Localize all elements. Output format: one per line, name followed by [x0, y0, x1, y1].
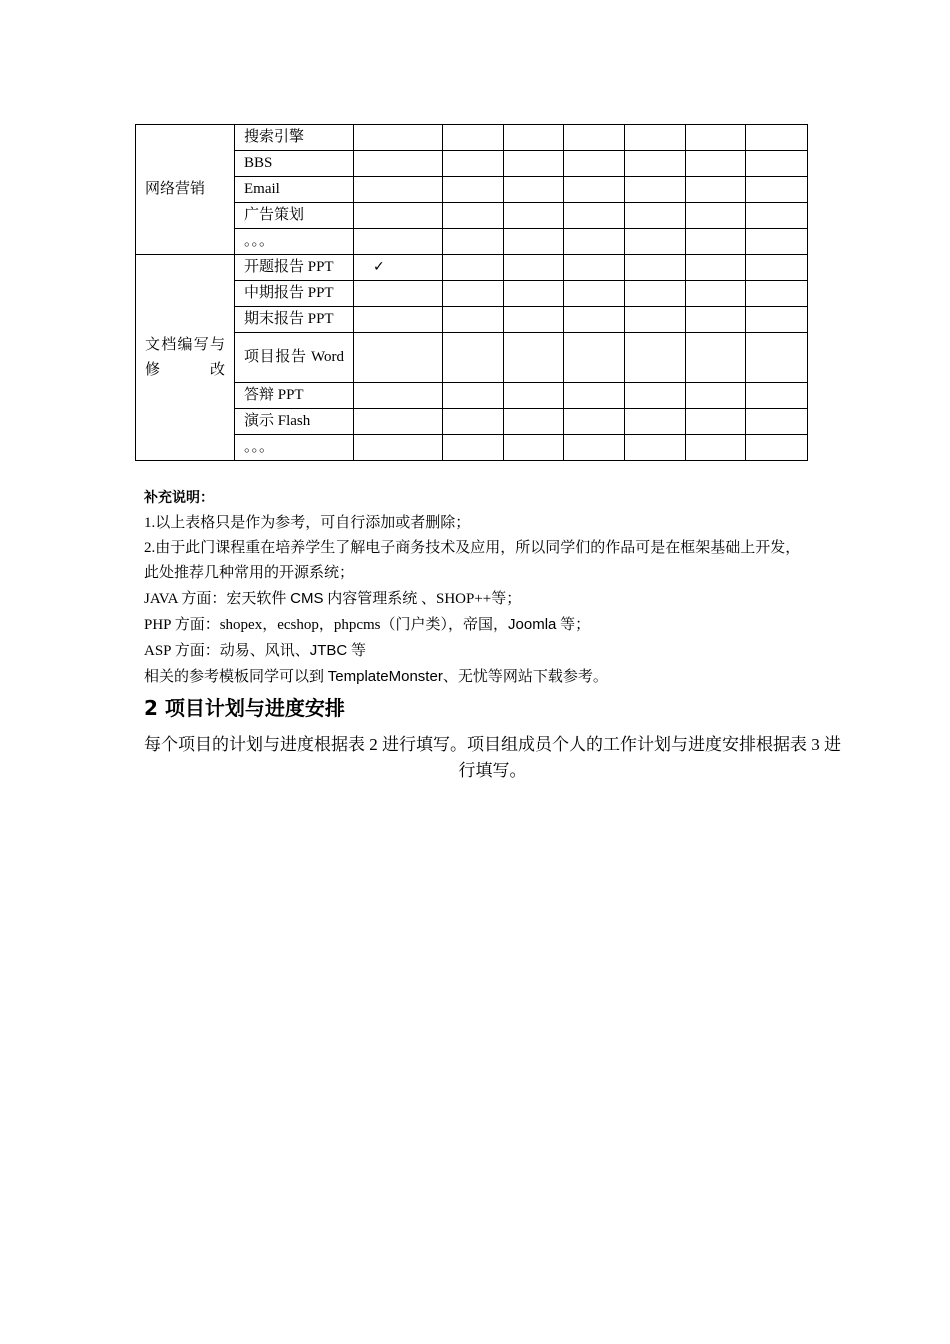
item-label: 答辩 PPT: [235, 383, 354, 409]
note-asp-suffix: 等: [347, 643, 366, 659]
table-cell: [354, 229, 443, 255]
table-cell: [564, 307, 625, 333]
table-cell: [354, 333, 443, 383]
table-cell: [625, 255, 686, 281]
table-row: [136, 177, 808, 203]
table-row: [136, 151, 808, 177]
table-cell: [443, 255, 504, 281]
table-cell: [504, 307, 564, 333]
group-label-network-marketing: 网络营销: [136, 125, 235, 255]
table-cell: [746, 229, 808, 255]
table-cell: [686, 229, 746, 255]
table-cell: [625, 383, 686, 409]
table-cell: [504, 409, 564, 435]
note-php-joomla: Joomla: [508, 616, 557, 633]
table-cell: [443, 177, 504, 203]
table-cell: [746, 255, 808, 281]
section-body: 每个项目的计划与进度根据表 2 进行填写。项目组成员个人的工作计划与进度安排根据表 3 进行填写。: [144, 735, 841, 780]
item-label: BBS: [235, 151, 354, 177]
table-cell: [564, 229, 625, 255]
table-cell: [564, 435, 625, 461]
note-ref-suffix: 、无忧等网站下载参考。: [442, 669, 608, 685]
table-cell: [625, 281, 686, 307]
note-line-2: 2.由于此门课程重在培养学生了解电子商务技术及应用，所以同学们的作品可是在框架基础上开发，此处推荐几种常用的开源系统；: [144, 540, 801, 581]
table-cell: [443, 281, 504, 307]
table-cell: [443, 125, 504, 151]
table-cell: [504, 333, 564, 383]
table-cell: [564, 383, 625, 409]
table-cell: [686, 435, 746, 461]
table-cell: [686, 333, 746, 383]
table-cell: [354, 383, 443, 409]
table-cell: [746, 125, 808, 151]
table-cell: [354, 281, 443, 307]
table-cell: [686, 151, 746, 177]
table-cell: [354, 125, 443, 151]
item-label: 。。。: [235, 435, 354, 461]
table-cell: [746, 333, 808, 383]
table-cell: [443, 333, 504, 383]
table-row: [136, 333, 808, 383]
note-asp: [144, 638, 814, 664]
table-cell: [504, 435, 564, 461]
table-cell: [746, 383, 808, 409]
table-cell: [686, 125, 746, 151]
table-cell: [354, 203, 443, 229]
note-line-1: 1.以上表格只是作为参考，可自行添加或者删除；: [144, 515, 471, 531]
table-cell: [746, 409, 808, 435]
section-title: 2 项目计划与进度安排: [144, 696, 345, 720]
item-label: 搜索引擎: [235, 125, 354, 151]
table-cell: [625, 333, 686, 383]
table-row: [136, 281, 808, 307]
table-cell: [564, 125, 625, 151]
table-row: [136, 383, 808, 409]
item-label: 中期报告 PPT: [235, 281, 354, 307]
note-php: [144, 612, 814, 638]
table-cell: [686, 281, 746, 307]
item-label: 项目报告 Word: [235, 333, 354, 383]
table-cell: [443, 151, 504, 177]
table-cell: [354, 255, 443, 281]
table-cell: [504, 281, 564, 307]
table-cell: [354, 409, 443, 435]
note-php-prefix: PHP 方面：shopex，ecshop，phpcms（门户类），帝国，: [144, 617, 509, 633]
table-cell: [354, 151, 443, 177]
table-cell: [443, 229, 504, 255]
item-label: 演示 Flash: [235, 409, 354, 435]
table-cell: [504, 383, 564, 409]
table-cell: [686, 177, 746, 203]
table-cell: [564, 203, 625, 229]
table-cell: [686, 409, 746, 435]
table-cell: [625, 203, 686, 229]
note-php-suffix: 等；: [556, 617, 591, 633]
table-cell: [746, 203, 808, 229]
table-row: [136, 435, 808, 461]
table-cell: [746, 307, 808, 333]
table-cell: [564, 255, 625, 281]
table-cell: [443, 409, 504, 435]
note-asp-jtbc: JTBC: [309, 642, 348, 659]
table-cell: [625, 151, 686, 177]
table-cell: [686, 203, 746, 229]
note-asp-prefix: ASP 方面：动易、风讯、: [144, 643, 310, 659]
table-cell: [443, 435, 504, 461]
table-cell: [625, 177, 686, 203]
note-reference: [144, 664, 814, 690]
item-label: 。。。: [235, 229, 354, 255]
table-cell: [564, 151, 625, 177]
table-cell: [746, 281, 808, 307]
table-row: [136, 203, 808, 229]
table-cell: [746, 435, 808, 461]
table-cell: [686, 307, 746, 333]
table-cell: [504, 255, 564, 281]
notes-heading: 补充说明：: [144, 490, 214, 506]
table-row: [136, 409, 808, 435]
table-cell: [354, 307, 443, 333]
table-cell: [686, 383, 746, 409]
table-cell: [443, 383, 504, 409]
table-row: [136, 255, 808, 281]
task-table: [135, 124, 808, 461]
table-cell: [564, 333, 625, 383]
table-cell: [354, 435, 443, 461]
note-ref-prefix: 相关的参考模板同学可以到: [144, 669, 328, 685]
table-cell: [504, 151, 564, 177]
item-label: 开题报告 PPT: [235, 255, 354, 281]
table-cell: [686, 255, 746, 281]
table-row: [136, 307, 808, 333]
table-cell: [746, 151, 808, 177]
table-cell: [443, 307, 504, 333]
table-cell: [564, 177, 625, 203]
item-label: 期末报告 PPT: [235, 307, 354, 333]
table-cell: [443, 203, 504, 229]
table-cell: [564, 409, 625, 435]
note-java-prefix: JAVA 方面：宏天软件: [144, 591, 291, 607]
note-ref-templatemonster: TemplateMonster: [327, 668, 443, 685]
note-java-cms: CMS: [290, 590, 324, 607]
note-java: [144, 586, 814, 612]
table-cell: [746, 177, 808, 203]
table-cell: [625, 125, 686, 151]
group-label-document-writing: 文档编写与修改: [136, 255, 235, 461]
checkmark-icon: ✓: [373, 259, 385, 275]
table-row: [136, 125, 808, 151]
table-row: [136, 229, 808, 255]
table-cell: [504, 177, 564, 203]
table-cell: [504, 125, 564, 151]
table-cell: [504, 203, 564, 229]
note-java-suffix: 内容管理系统 、SHOP++等；: [323, 591, 522, 607]
item-label: 广告策划: [235, 203, 354, 229]
table-cell: [625, 409, 686, 435]
table-cell: [625, 435, 686, 461]
table-cell: [564, 281, 625, 307]
table-cell: [504, 229, 564, 255]
supplementary-notes: [144, 486, 814, 690]
table-cell: [625, 307, 686, 333]
table-cell: [625, 229, 686, 255]
item-label: Email: [235, 177, 354, 203]
table-cell: [354, 177, 443, 203]
